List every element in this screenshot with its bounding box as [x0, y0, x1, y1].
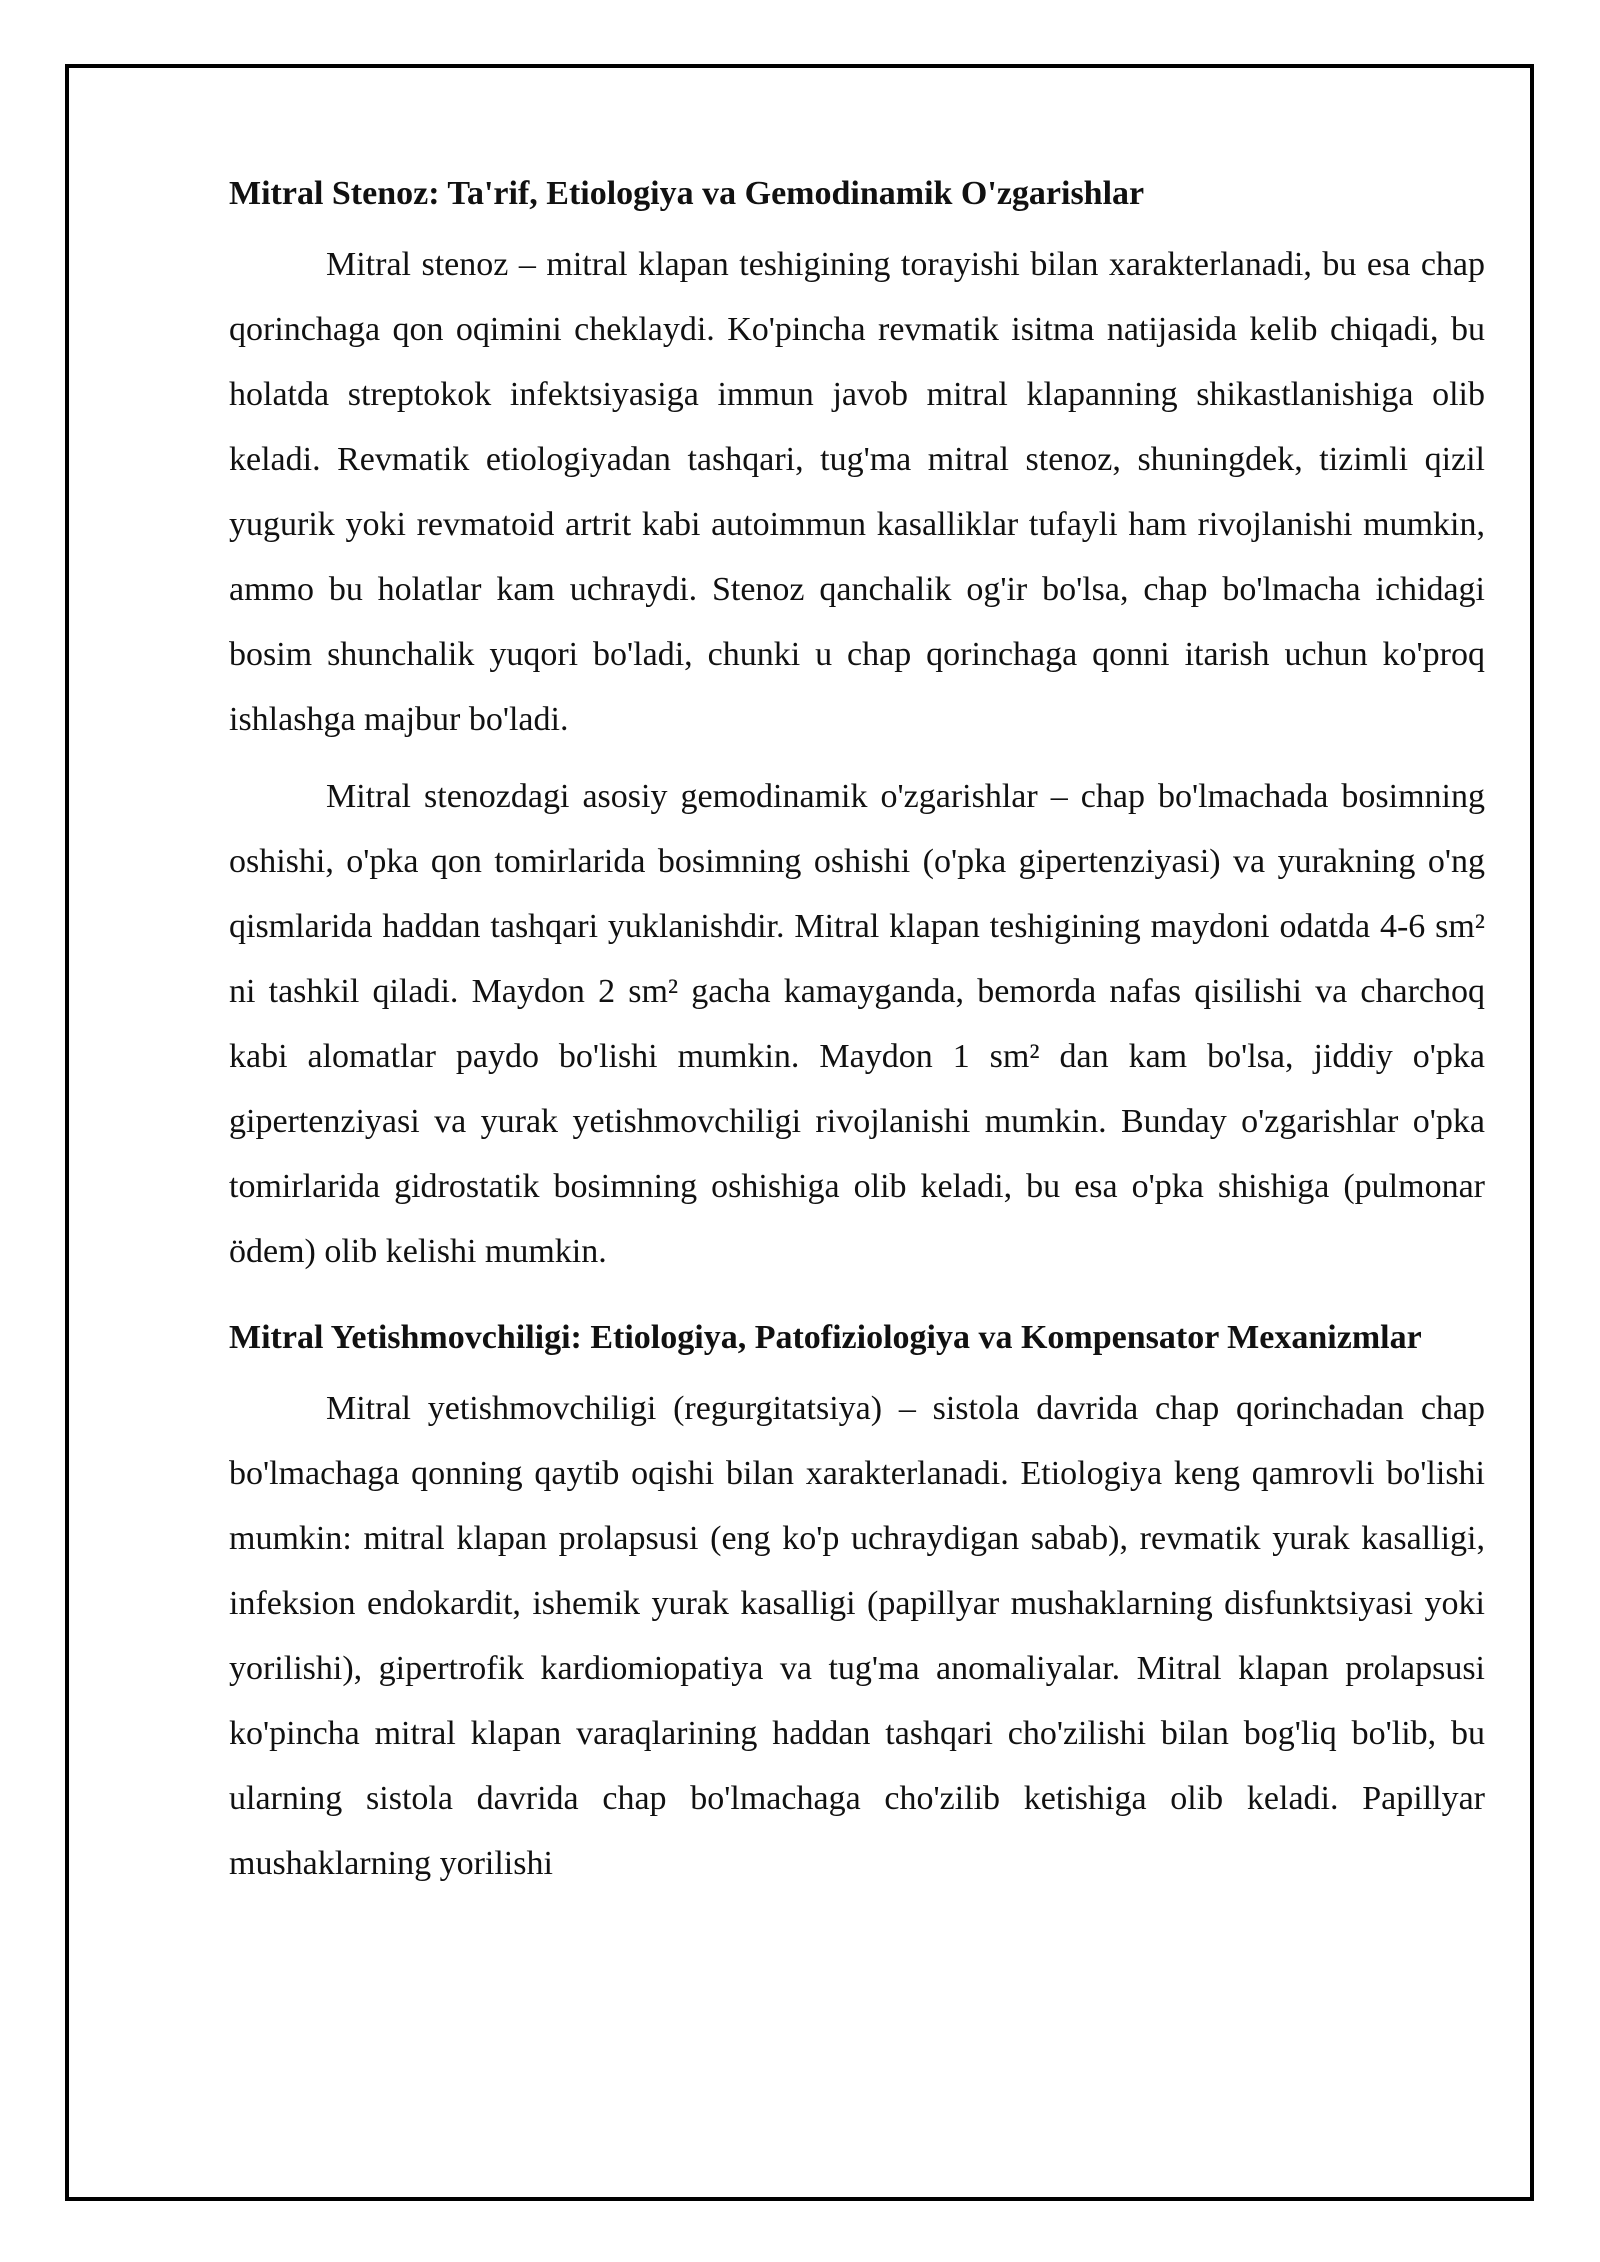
section-heading: Mitral Stenoz: Ta'rif, Etiologiya va Gemodinamik O'zgarishlar [229, 175, 1145, 212]
paragraph: Mitral stenoz – mitral klapan teshigining torayishi bilan xarakterlanadi, bu esa chap qorinchaga qon oqimini cheklaydi. Ko'pincha revmatik isitma natijasida kelib chiqadi, bu holatda streptokok infektsiyasiga immun javob mitral klapanning shikastlanishiga olib keladi. Revmatik etiologiyadan tashqari, tug'ma mitral stenoz, shuningdek, tizimli qizil yugurik yoki revmatoid artrit kabi autoimmun kasalliklar tufayli ham rivojlanishi mumkin, ammo bu holatlar kam uchraydi. Stenoz qanchalik og'ir bo'lsa, chap bo'lmacha ichidagi bosim shunchalik yuqori bo'ladi, chunki u chap qorinchaga qonni itarish uchun ko'proq ishlashga majbur bo'ladi. [229, 246, 1485, 738]
document-body [229, 170, 1485, 1908]
paragraph: Mitral yetishmovchiligi (regurgitatsiya) – sistola davrida chap qorinchadan chap bo'lmachaga qonning qaytib oqishi bilan xarakterlanadi. Etiologiya keng qamrovli bo'lishi mumkin: mitral klapan prolapsusi (eng ko'p uchraydigan sabab), revmatik yurak kasalligi, infeksion endokardit, ishemik yurak kasalligi (papillyar mushaklarning disfunktsiyasi yoki yorilishi), gipertrofik kardiomiopatiya va tug'ma anomaliyalar. Mitral klapan prolapsusi ko'pincha mitral klapan varaqlarining haddan tashqari cho'zilishi bilan bog'liq bo'lib, bu ularning sistola davrida chap bo'lmachaga cho'zilib ketishiga olib keladi. Papillyar mushaklarning yorilishi [229, 1390, 1485, 1882]
section-heading: Mitral Yetishmovchiligi: Etiologiya, Patofiziologiya va Kompensator Mexanizmlar [229, 1319, 1422, 1356]
paragraph: Mitral stenozdagi asosiy gemodinamik o'zgarishlar – chap bo'lmachada bosimning oshishi, o'pka qon tomirlarida bosimning oshishi (o'pka gipertenziyasi) va yurakning o'ng qismlarida haddan tashqari yuklanishdir. Mitral klapan teshigining maydoni odatda 4-6 sm² ni tashkil qiladi. Maydon 2 sm² gacha kamayganda, bemorda nafas qisilishi va charchoq kabi alomatlar paydo bo'lishi mumkin. Maydon 1 sm² dan kam bo'lsa, jiddiy o'pka gipertenziyasi va yurak yetishmovchiligi rivojlanishi mumkin. Bunday o'zgarishlar o'pka tomirlarida gidrostatik bosimning oshishiga olib keladi, bu esa o'pka shishiga (pulmonar ödem) olib kelishi mumkin. [229, 778, 1485, 1270]
section-mitral-regurgitation [229, 1314, 1485, 1896]
section-spacer [229, 1296, 1485, 1314]
section-mitral-stenosis [229, 170, 1485, 1284]
